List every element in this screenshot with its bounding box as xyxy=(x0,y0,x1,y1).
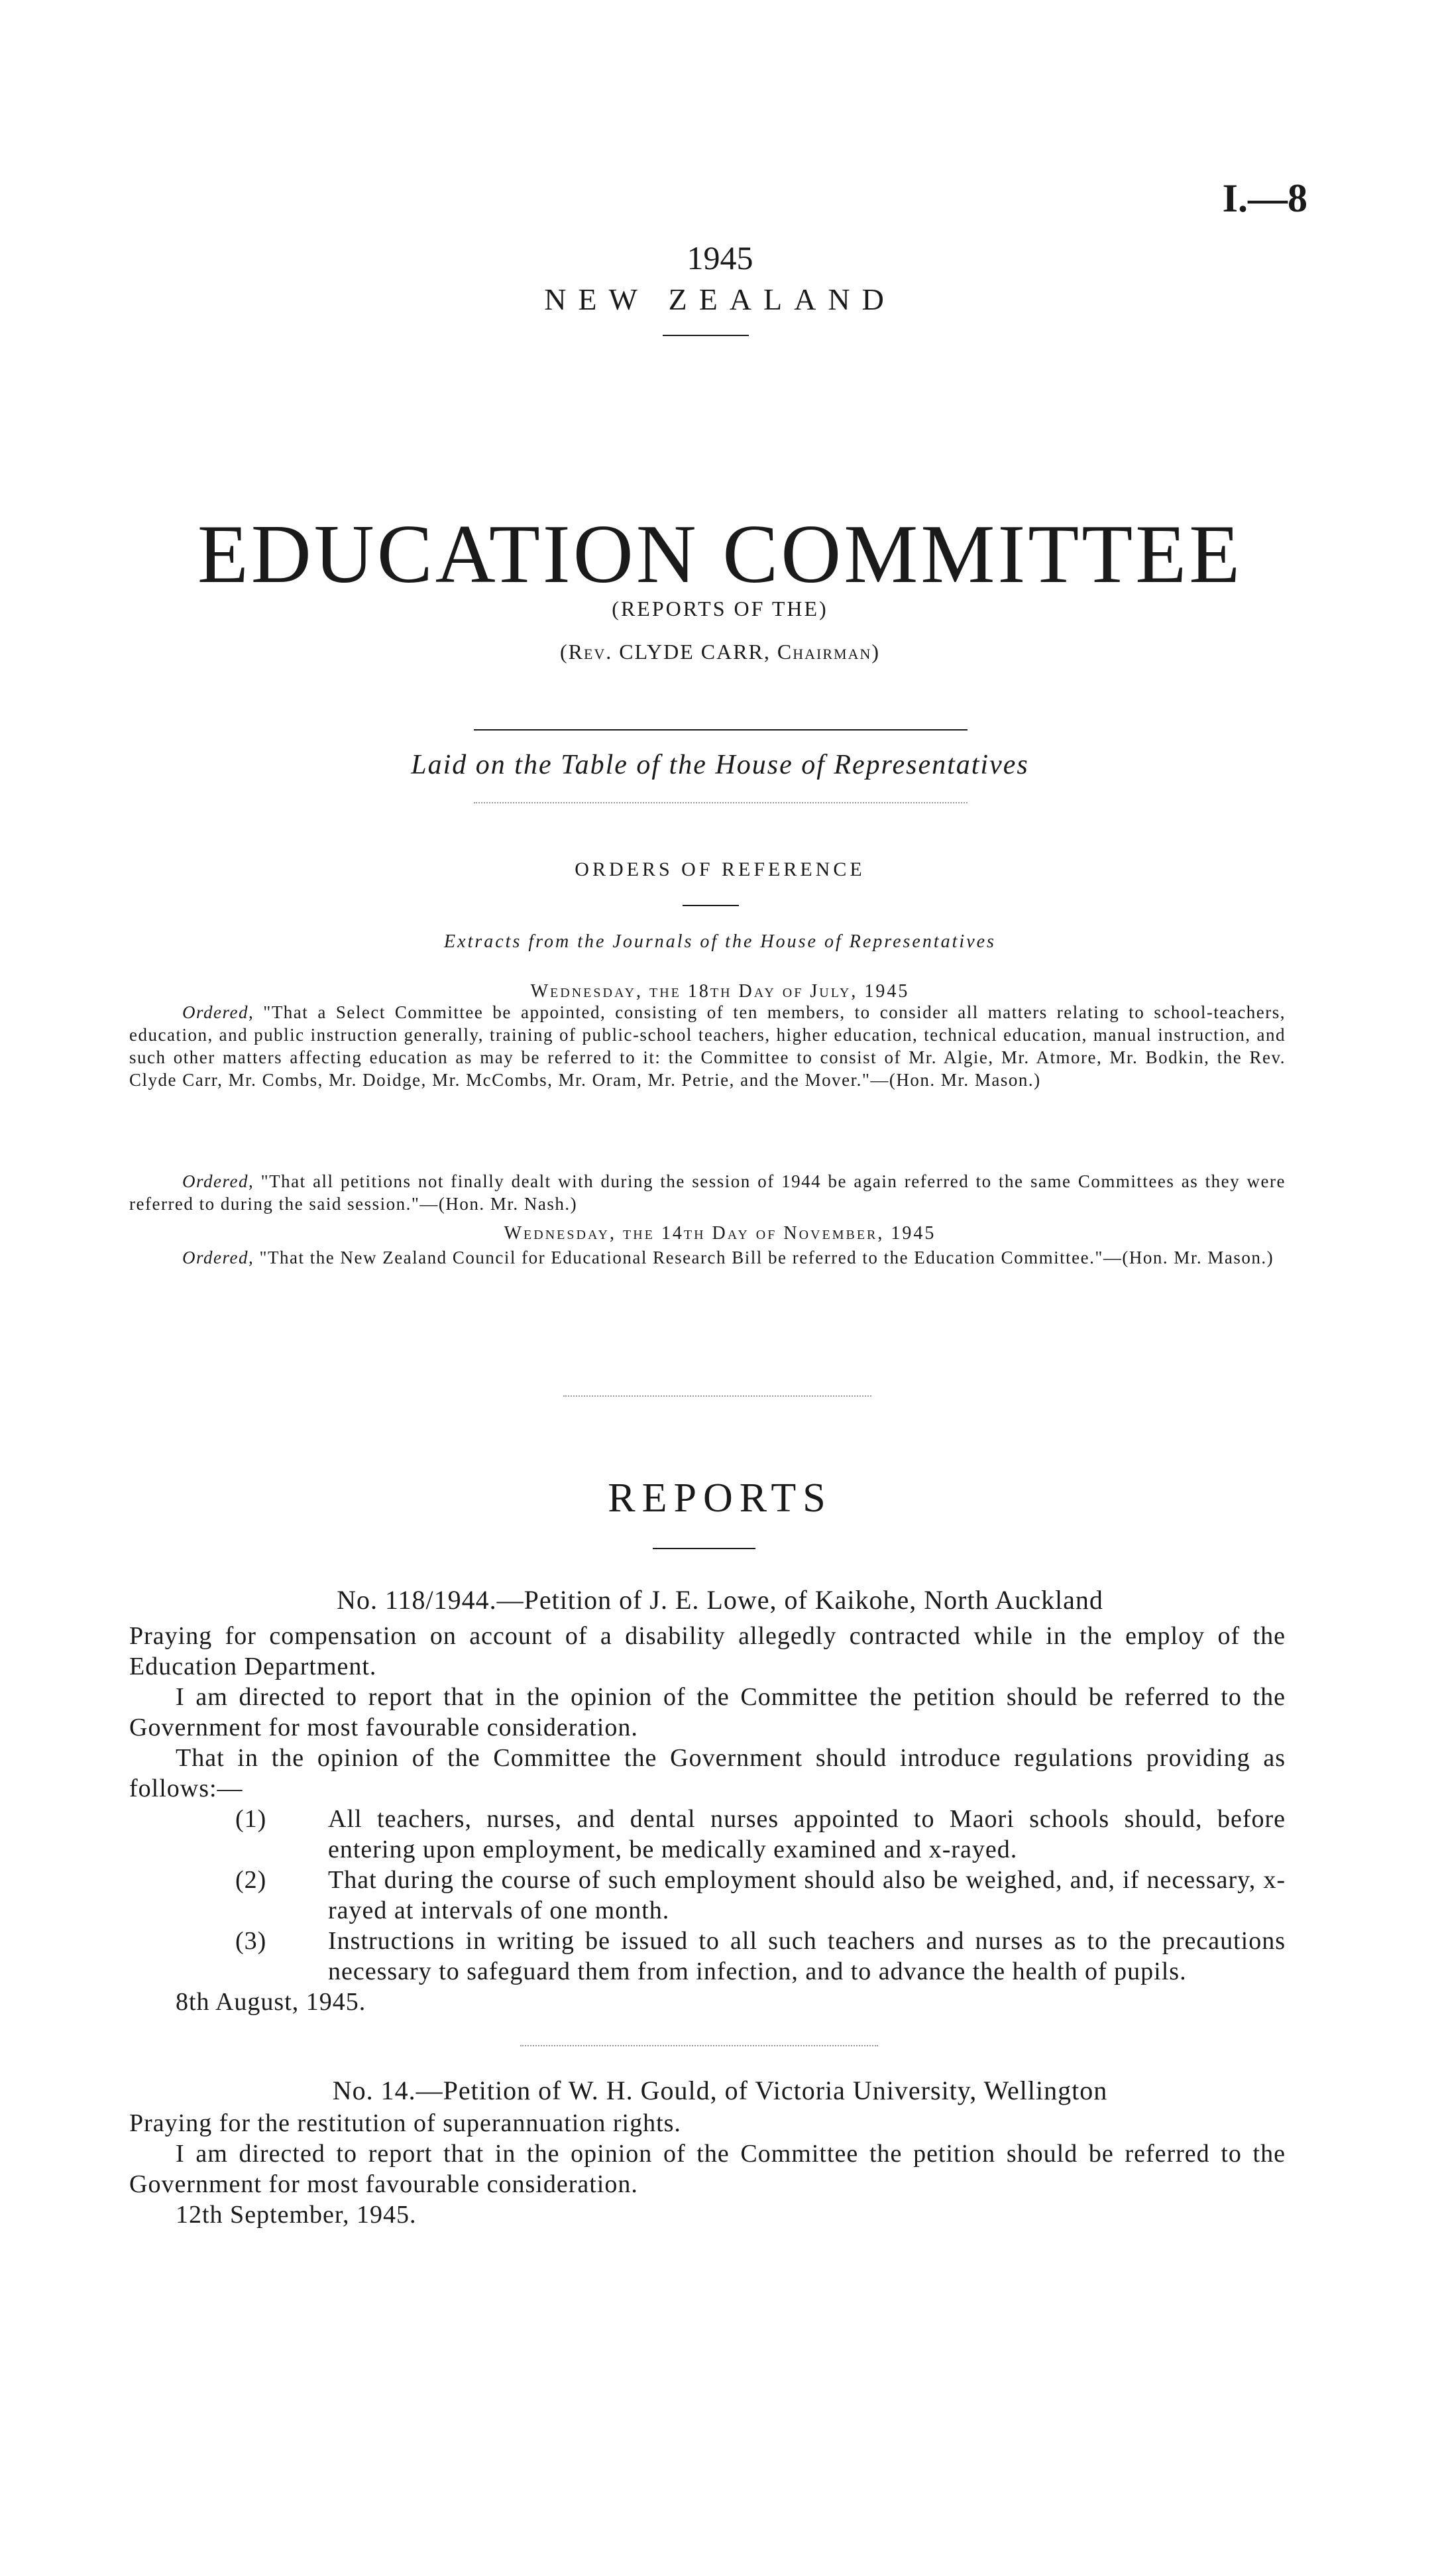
order-date: Wednesday, the 14th Day of November, 1945 xyxy=(504,1223,936,1244)
list-item xyxy=(129,1926,1286,1987)
list-number: (3) xyxy=(235,1927,267,1955)
list-number: (2) xyxy=(235,1866,267,1894)
order-paragraph xyxy=(129,1246,1286,1269)
further-text: That in the opinion of the Committee the Government should introduce regulations providing as follows:— xyxy=(129,1744,1286,1802)
order-paragraph xyxy=(129,1001,1286,1091)
document-subtitle: (REPORTS OF THE) xyxy=(612,597,828,620)
divider xyxy=(683,905,739,906)
petition-heading: No. 14.—Petition of W. H. Gould, of Victoria University, Wellington xyxy=(332,2076,1108,2105)
divider xyxy=(663,335,749,336)
list-text: All teachers, nurses, and dental nurses appointed to Maori schools should, before entering upon employment, be medically examined and x-rayed. xyxy=(328,1805,1286,1863)
order-lead: Ordered, xyxy=(182,1002,254,1022)
report-date: 12th September, 1945. xyxy=(176,2201,417,2229)
list-item xyxy=(129,1865,1286,1926)
report-text: I am directed to report that in the opinion of the Committee the petition should be referred to the Government for most favourable consideration. xyxy=(129,1683,1286,1741)
divider xyxy=(653,1548,755,1549)
order-lead: Ordered, xyxy=(182,1248,254,1267)
order-text: "That a Select Committee be appointed, consisting of ten members, to consider all matters relating to school-teachers, education, and public instruction generally, training of public-school teachers, higher education, technical education, manual instruction, and such other matters affecting education as may be referred to it: the Committee to consist of Mr. Algie, Mr. Atmore, Mr. Bodkin, the Rev. Clyde Carr, Mr. Combs, Mr. Doidge, Mr. McCombs, Mr. Oram, Mr. Petrie, and the Mover."—(Hon. Mr. Mason.) xyxy=(129,1002,1286,1090)
chairman-line: (Rev. CLYDE CARR, Chairman) xyxy=(559,640,881,664)
page-identifier: I.—8 xyxy=(1222,176,1307,220)
petition-body xyxy=(129,2108,1286,2230)
country-name: NEW ZEALAND xyxy=(544,282,896,316)
extracts-line: Extracts from the Journals of the House of Representatives xyxy=(444,931,996,952)
order-paragraph xyxy=(129,1170,1286,1215)
year: 1945 xyxy=(687,239,753,276)
order-lead: Ordered, xyxy=(182,1171,254,1191)
order-text: "That the New Zealand Council for Educational Research Bill be referred to the Education Committee."—(Hon. Mr. Mason.) xyxy=(259,1248,1274,1267)
dotted-divider xyxy=(520,2045,878,2046)
order-date: Wednesday, the 18th Day of July, 1945 xyxy=(530,981,910,1002)
reports-heading: REPORTS xyxy=(608,1476,832,1521)
report-date: 8th August, 1945. xyxy=(176,1988,366,2016)
list-text: Instructions in writing be issued to all such teachers and nurses as to the precautions necessary to safeguard them from infection, and to advance the health of pupils. xyxy=(328,1927,1286,1985)
orders-of-reference-heading: ORDERS OF REFERENCE xyxy=(575,858,865,880)
petition-heading: No. 118/1944.—Petition of J. E. Lowe, of Kaikohe, North Auckland xyxy=(337,1585,1103,1615)
dotted-divider xyxy=(563,1395,871,1397)
list-text: That during the course of such employment should also be weighed, and, if necessary, x-rayed at intervals of one month. xyxy=(328,1866,1286,1924)
laid-on-table-line: Laid on the Table of the House of Representatives xyxy=(411,750,1029,780)
document-title: EDUCATION COMMITTEE xyxy=(197,508,1243,601)
dotted-divider xyxy=(474,802,968,803)
order-text: "That all petitions not finally dealt with during the session of 1944 be again referred to the same Committees as they were referred to during the said session."—(Hon. Mr. Nash.) xyxy=(129,1171,1286,1214)
report-text: I am directed to report that in the opinion of the Committee the petition should be referred to the Government for most favourable consideration. xyxy=(129,2140,1286,2198)
list-number: (1) xyxy=(235,1805,267,1833)
divider xyxy=(474,729,968,731)
list-item xyxy=(129,1804,1286,1865)
praying-text: Praying for compensation on account of a disability allegedly contracted while in the employ of the Education Department. xyxy=(129,1622,1286,1680)
petition-body xyxy=(129,1621,1286,2017)
praying-text: Praying for the restitution of superannuation rights. xyxy=(129,2109,681,2137)
